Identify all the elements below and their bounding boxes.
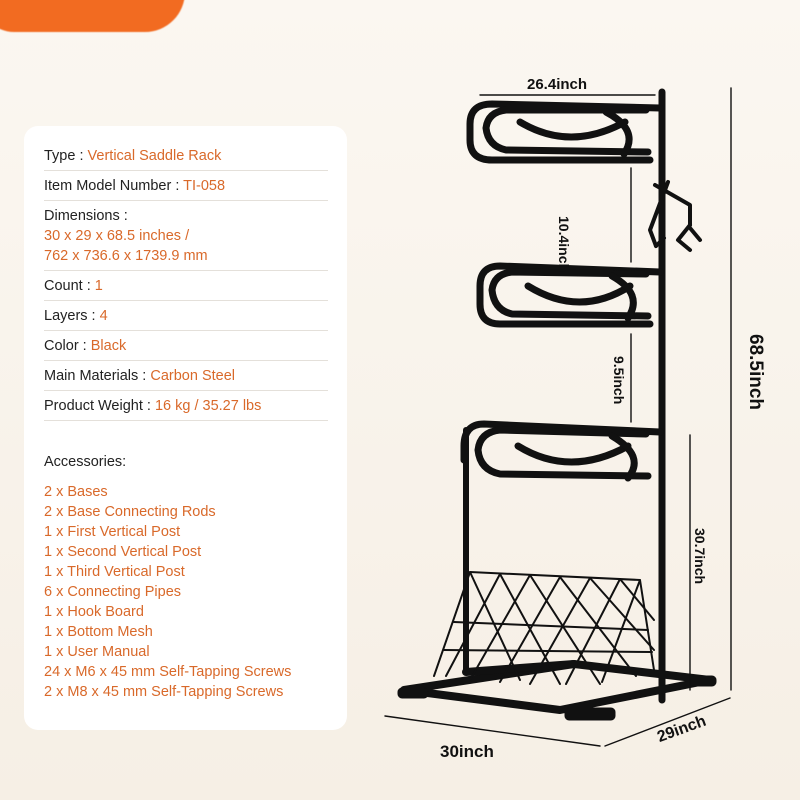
spec-label: Dimensions :	[44, 208, 128, 224]
list-item: 2 x Bases	[44, 484, 108, 500]
spec-value: Black	[90, 338, 127, 354]
saddle-arm-top	[470, 104, 660, 160]
hook-board	[650, 182, 700, 250]
list-item: 1 x Third Vertical Post	[44, 564, 185, 580]
list-item: 1 x User Manual	[44, 644, 150, 660]
list-item: 6 x Connecting Pipes	[44, 584, 182, 600]
spec-label: Color :	[44, 338, 91, 354]
spec-value-line-1: 30 x 29 x 68.5 inches /	[44, 228, 190, 244]
dimension-base-depth: 29inch	[655, 712, 709, 746]
spec-label: Layers :	[44, 308, 100, 324]
spec-value: 16 kg / 35.27 lbs	[154, 398, 262, 414]
list-item: 1 x Bottom Mesh	[44, 624, 153, 640]
spec-value: 1	[94, 278, 103, 294]
base-foot	[690, 676, 716, 686]
spec-value: 4	[99, 308, 108, 324]
base-foot	[565, 708, 615, 720]
dimension-base-width: 30inch	[440, 742, 494, 761]
spec-value: Vertical Saddle Rack	[87, 148, 222, 164]
dimension-total-height: 68.5inch	[745, 334, 766, 411]
list-item: 1 x Second Vertical Post	[44, 544, 202, 560]
dimension-lines	[385, 88, 731, 746]
list-item: 1 x Hook Board	[44, 604, 144, 620]
list-item: 1 x First Vertical Post	[44, 524, 181, 540]
list-item: 2 x Base Connecting Rods	[44, 504, 216, 520]
spec-label: Main Materials :	[44, 368, 151, 384]
base-frame	[404, 664, 710, 710]
dimension-gap-upper: 10.4inch	[556, 216, 572, 273]
list-item: 24 x M6 x 45 mm Self-Tapping Screws	[44, 664, 292, 680]
base-foot	[398, 688, 428, 698]
spec-label: Item Model Number :	[44, 178, 184, 194]
spec-label: Type :	[44, 148, 88, 164]
accessories-title: Accessories:	[44, 454, 127, 470]
spec-label: Count :	[44, 278, 95, 294]
saddle-arm-bottom	[464, 424, 660, 478]
dimension-top-width: 26.4inch	[527, 76, 588, 93]
saddle-arm-middle	[480, 266, 660, 324]
list-item: 2 x M8 x 45 mm Self-Tapping Screws	[44, 684, 284, 700]
spec-label: Product Weight :	[44, 398, 155, 414]
spec-value: TI-058	[183, 178, 226, 194]
spec-value-line-2: 762 x 736.6 x 1739.9 mm	[44, 248, 208, 264]
spec-value: Carbon Steel	[150, 368, 236, 384]
dimension-gap-middle: 9.5inch	[611, 356, 627, 405]
dimension-lower-height: 30.7inch	[692, 528, 708, 585]
